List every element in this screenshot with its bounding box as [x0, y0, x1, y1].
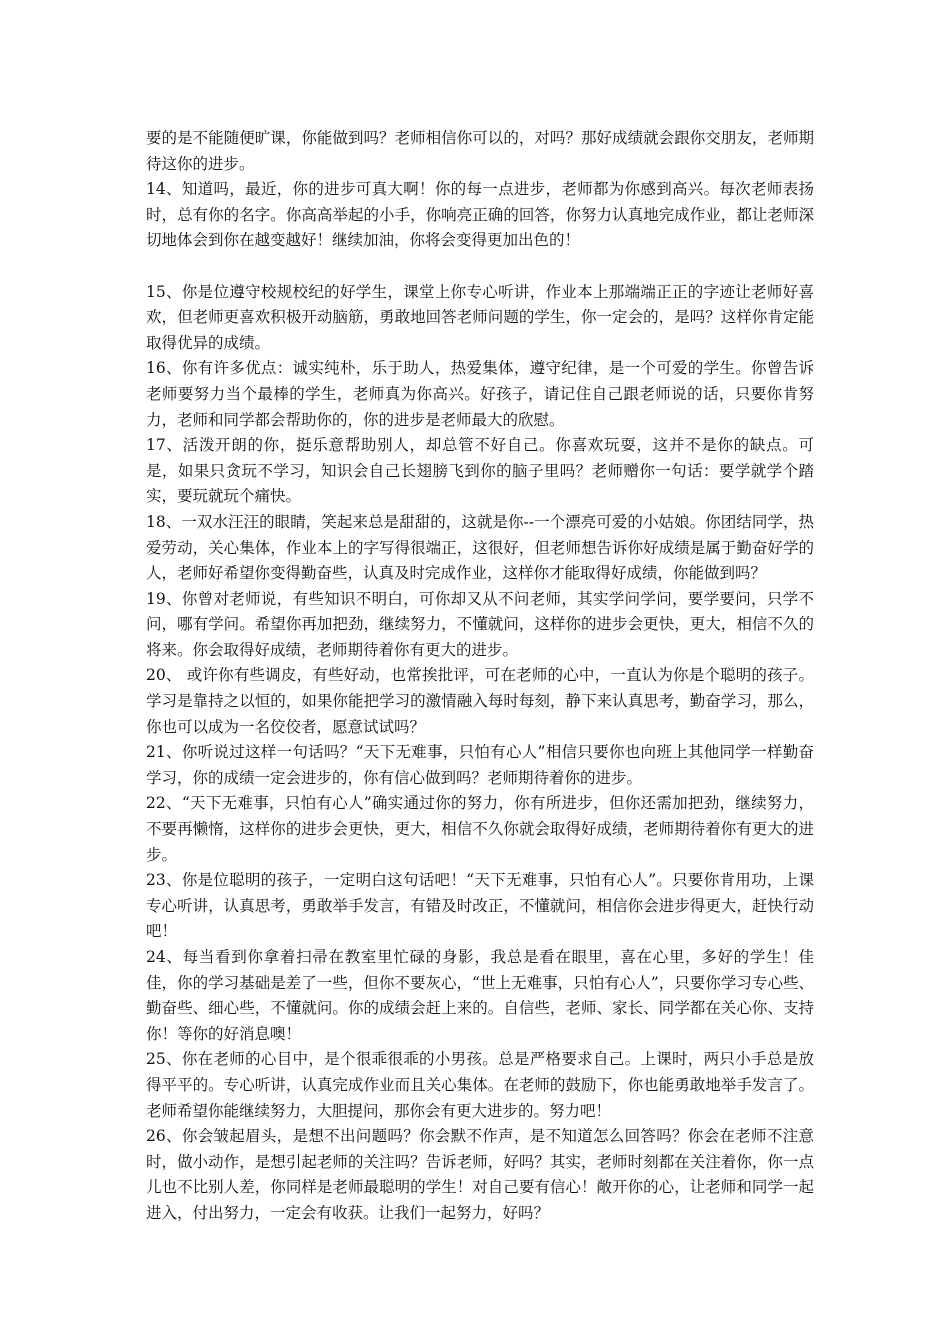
paragraph-15: 15、你是位遵守校规校纪的好学生，课堂上你专心听讲，作业本上那端端正正的字迹让老师好喜欢，但老师更喜欢积极开动脑筋，勇敢地回答老师问题的学生，你一定会的，是吗？这样你肯定能取得优异的成绩。	[146, 282, 814, 352]
paragraph-14: 14、知道吗，最近，你的进步可真大啊！你的每一点进步，老师都为你感到高兴。每次老师表扬时，总有你的名字。你高高举起的小手，你响亮正确的回答，你努力认真地完成作业，都让老师深切地体会到你在越变越好！继续加油，你将会变得更加出色的！	[146, 180, 814, 250]
paragraph-17: 17、活泼开朗的你，挺乐意帮助别人，却总管不好自己。你喜欢玩耍，这并不是你的缺点。可是，如果只贪玩不学习，知识会自己长翅膀飞到你的脑子里吗？老师赠你一句话：要学就学个踏实，要玩就玩个痛快。	[146, 436, 814, 506]
paragraph-18: 18、一双水汪汪的眼睛，笑起来总是甜甜的，这就是你--一个漂亮可爱的小姑娘。你团结同学，热爱劳动，关心集体，作业本上的字写得很端正，这很好，但老师想告诉你好成绩是属于勤奋好学的人，老师好希望你变得勤奋些，认真及时完成作业，这样你才能取得好成绩，你能做到吗？	[146, 512, 814, 583]
paragraph-21: 21、你听说过这样一句话吗？“天下无难事，只怕有心人”相信只要你也向班上其他同学一样勤奋学习，你的成绩一定会进步的，你有信心做到吗？老师期待着你的进步。	[146, 743, 814, 787]
paragraph-16: 16、你有许多优点：诚实纯朴，乐于助人，热爱集体，遵守纪律，是一个可爱的学生。你曾告诉老师要努力当个最棒的学生，老师真为你高兴。好孩子，请记住自己跟老师说的话，只要你肯努力，老师和同学都会帮助你的，你的进步是老师最大的欣慰。	[146, 359, 814, 429]
blank-line	[146, 254, 814, 280]
paragraph-continued: 要的是不能随便旷课，你能做到吗？老师相信你可以的，对吗？那好成绩就会跟你交朋友，老师期待这你的进步。	[146, 129, 814, 173]
paragraph-19: 19、你曾对老师说，有些知识不明白，可你却又从不问老师，其实学问学问，要学要问，只学不问，哪有学问。希望你再加把劲，继续努力，不懂就问，这样你的进步会更快，更大，相信不久的将来。你会取得好成绩，老师期待着你有更大的进步。	[146, 589, 814, 659]
paragraph-20: 20、 或许你有些调皮，有些好动，也常挨批评，可在老师的心中，一直认为你是个聪明的孩子。学习是靠持之以恒的，如果你能把学习的激情融入每时每刻，静下来认真思考，勤奋学习，那么，你也可以成为一名佼佼者，愿意试试吗？	[146, 666, 814, 736]
document-body	[146, 126, 814, 1227]
paragraph-25: 25、你在老师的心目中，是个很乖很乖的小男孩。总是严格要求自己。上课时，两只小手总是放得平平的。专心听讲，认真完成作业而且关心集体。在老师的鼓励下，你也能勇敢地举手发言了。老师希望你能继续努力，大胆提问，那你会有更大进步的。努力吧！	[146, 1050, 814, 1120]
paragraph-24: 24、每当看到你拿着扫帚在教室里忙碌的身影，我总是看在眼里，喜在心里，多好的学生！佳佳，你的学习基础是差了一些，但你不要灰心，“世上无难事，只怕有心人”，只要你学习专心些、勤奋些、细心些，不懂就问。你的成绩会赶上来的。自信些，老师、家长、同学都在关心你、支持你！等你的好消息噢！	[146, 948, 814, 1043]
paragraph-22: 22、“天下无难事，只怕有心人”确实通过你的努力，你有所进步，但你还需加把劲，继续努力，不要再懒惰，这样你的进步会更快，更大，相信不久你就会取得好成绩，老师期待着你有更大的进步。	[146, 794, 814, 864]
paragraph-26: 26、你会皱起眉头，是想不出问题吗？你会默不作声，是不知道怎么回答吗？你会在老师不注意时，做小动作，是想引起老师的关注吗？告诉老师，好吗？其实，老师时刻都在关注着你，你一点儿也不比别人差，你同样是老师最聪明的学生！对自己要有信心！敞开你的心，让老师和同学一起进入，付出努力，一定会有收获。让我们一起努力，好吗？	[146, 1127, 814, 1222]
paragraph-23: 23、你是位聪明的孩子，一定明白这句话吧！“天下无难事，只怕有心人”。只要你肯用功，上课专心听讲，认真思考，勇敢举手发言，有错及时改正，不懂就问，相信你会进步得更大，赶快行动吧！	[146, 871, 814, 941]
